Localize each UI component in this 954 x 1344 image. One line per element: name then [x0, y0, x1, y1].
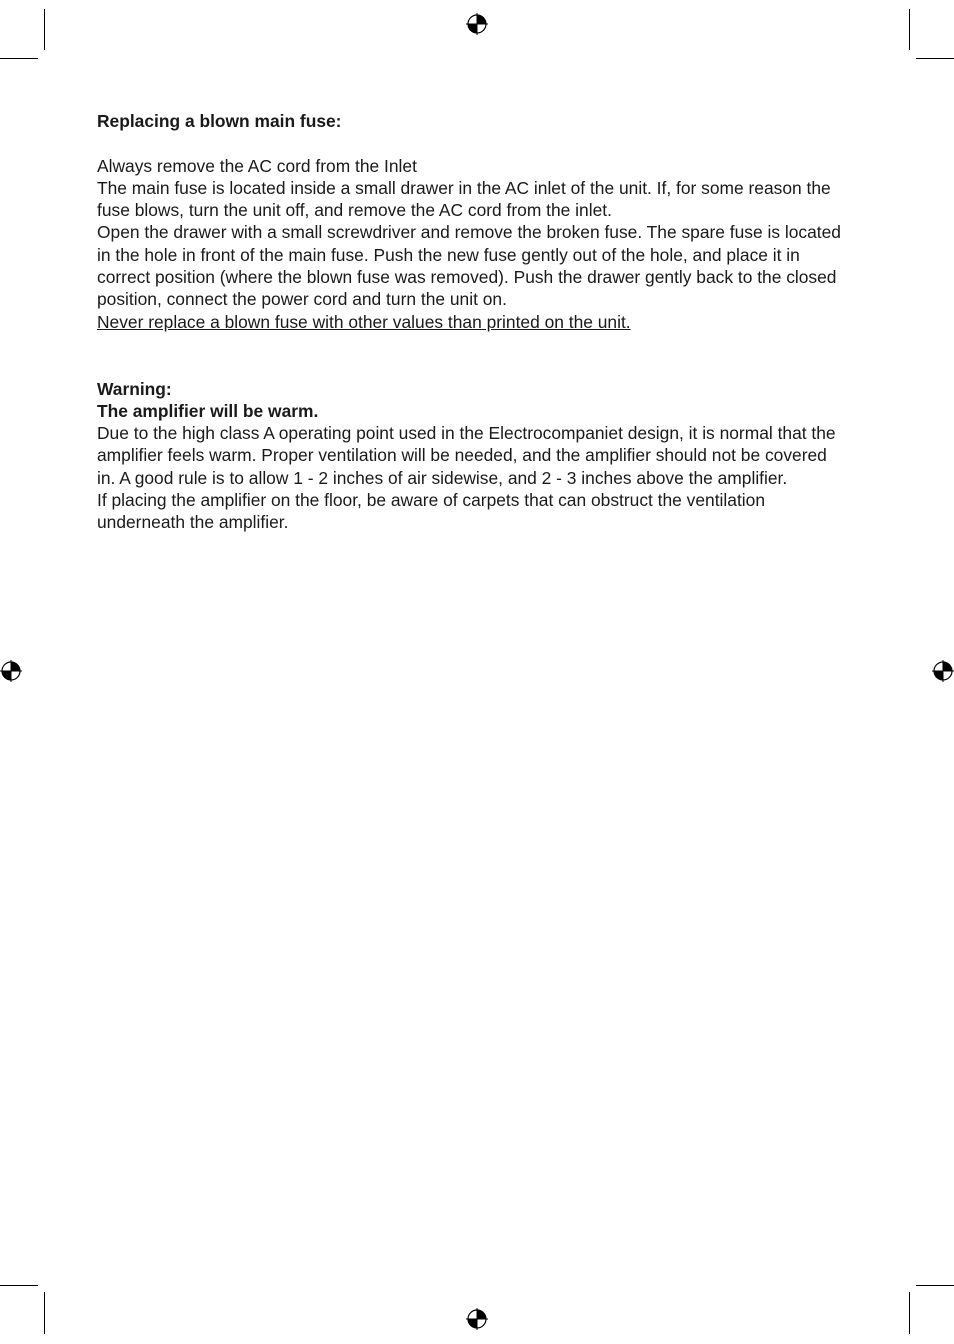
fuse-line: Always remove the AC cord from the Inlet — [97, 155, 417, 176]
fuse-line: Open the drawer with a small screwdriver and remove the broken fuse. The spare fuse is located in the hole in front of the main fuse. Push the new fuse gently out of the hole, and place it in correct position (where the blown fuse was removed). Push the drawer gently back to the closed position, connect the power cord and turn the unit on. — [97, 222, 841, 310]
warning-heading: Warning: — [97, 378, 172, 399]
document-body — [97, 110, 842, 534]
crop-mark-top-right-vertical — [909, 9, 910, 50]
fuse-note: Never replace a blown fuse with other values than printed on the unit. — [97, 311, 631, 332]
crop-mark-bottom-right-vertical — [909, 1292, 910, 1334]
crop-mark-top-left-horizontal — [0, 58, 38, 59]
registration-mark-icon — [466, 1308, 488, 1330]
registration-mark-icon — [466, 13, 488, 35]
warning-paragraph: Due to the high class A operating point used in the Electrocompaniet design, it is normal that the amplifier feels warm. Proper ventilation will be needed, and the amplifier should not be covered in. A good rule is to allow 1 - 2 inches of air sidewise, and 2 - 3 inches above the amplifier. — [97, 423, 836, 488]
fuse-line: The main fuse is located inside a small drawer in the AC inlet of the unit. If, for some reason the fuse blows, turn the unit off, and remove the AC cord from the inlet. — [97, 177, 831, 221]
warning-subheading: The amplifier will be warm. — [97, 400, 319, 421]
crop-mark-bottom-left-vertical — [44, 1292, 45, 1334]
crop-mark-top-right-horizontal — [916, 58, 954, 59]
fuse-heading: Replacing a blown main fuse: — [97, 111, 342, 131]
registration-mark-icon — [0, 660, 22, 682]
crop-mark-bottom-right-horizontal — [916, 1285, 954, 1286]
warning-paragraph: If placing the amplifier on the floor, be aware of carpets that can obstruct the ventilation underneath the amplifier. — [97, 490, 765, 533]
crop-mark-top-left-vertical — [44, 9, 45, 50]
crop-mark-bottom-left-horizontal — [0, 1285, 38, 1286]
registration-mark-icon — [932, 660, 954, 682]
